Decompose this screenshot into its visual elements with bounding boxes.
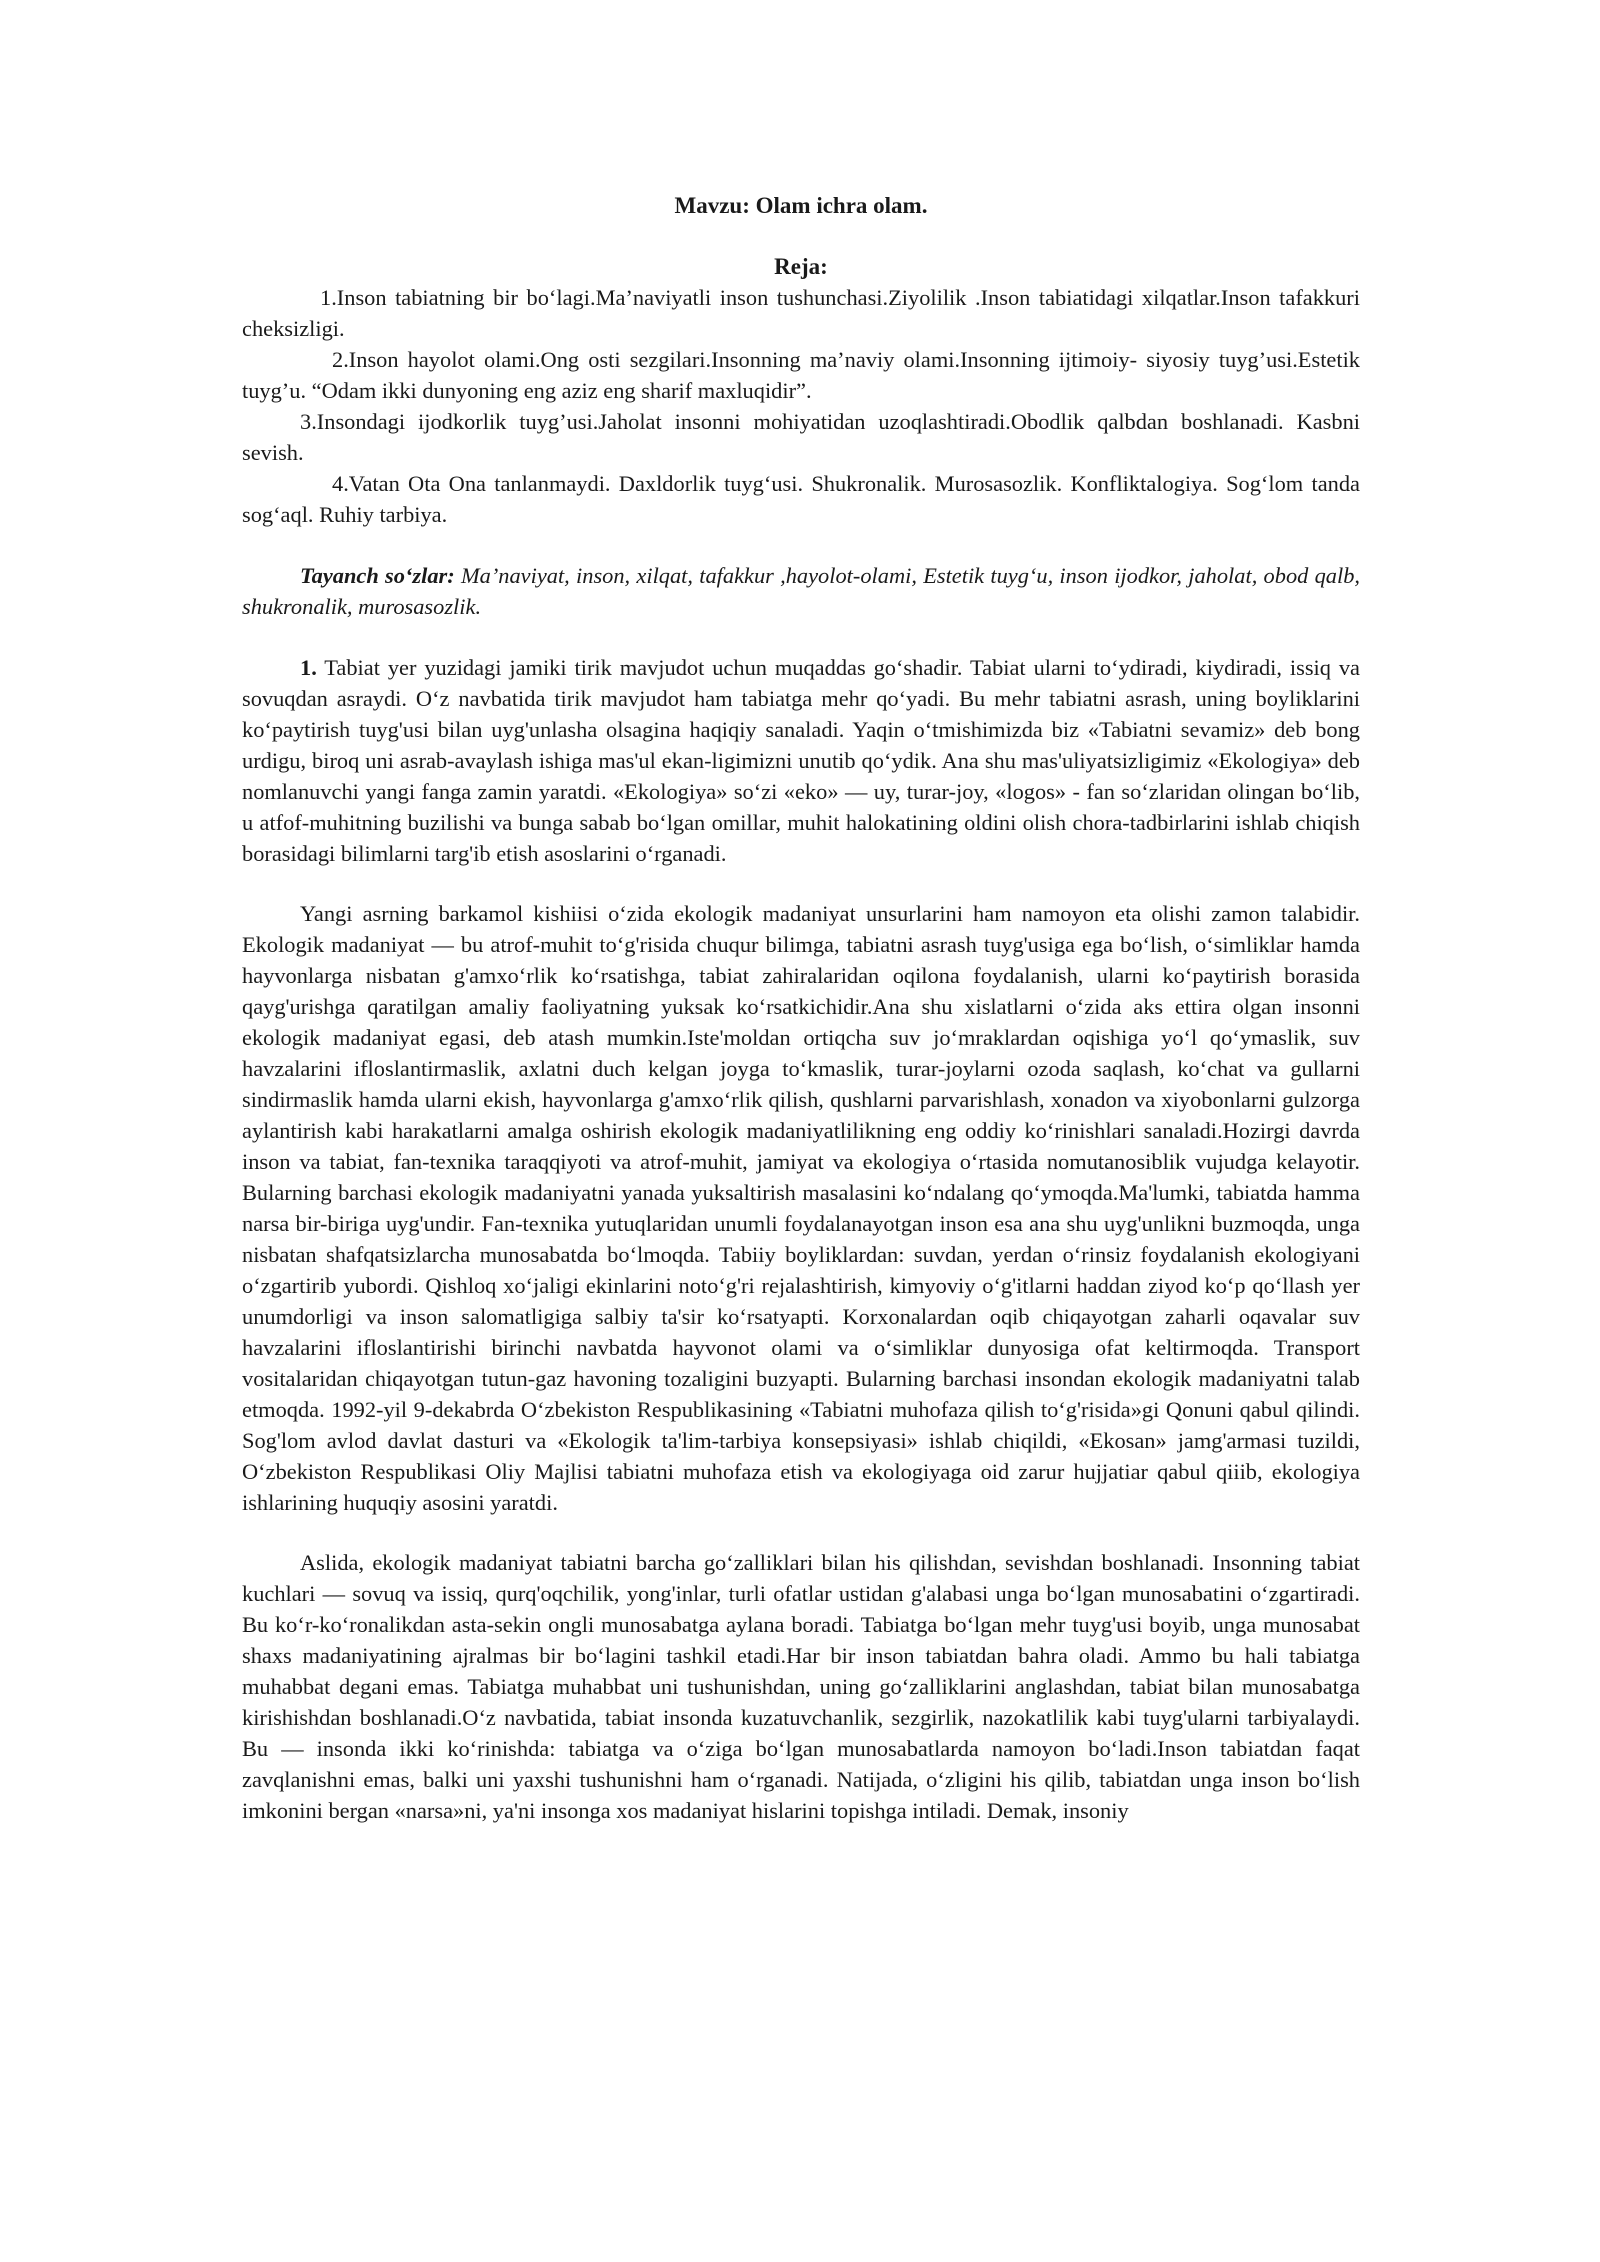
keywords-paragraph: [242, 560, 1360, 622]
body-paragraph-1-text: Tabiat yer yuzidagi jamiki tirik mavjudot uchun muqaddas go‘shadir. Tabiat ularni to‘ydiradi, kiydiradi, issiq va sovuqdan asraydi. O‘z navbatida tirik mavjudot ham tabiatga mehr qo‘yadi. Bu mehr tabiatni asrash, uning boyliklarini ko‘paytirish tuyg'usi bilan uyg'unlasha olsagina haqiqiy sanaladi. Yaqin o‘tmishimizda biz «Tabiatni sevamiz» deb bong urdigu, biroq uni asrab-avaylash ishiga mas'ul ekan-ligimizni unutib qo‘ydik. Ana shu mas'uliyatsizligimiz «Ekologiya» deb nomlanuvchi yangi fanga zamin yaratdi. «Ekologiya» so‘zi «eko» — uy, turar-joy, «logos» - fan so‘zlaridan olingan bo‘lib, u atfof-muhitning buzilishi va bunga sabab bo‘lgan omillar, muhit halokatining oldini olish chora-tadbirlarini ishlab chiqish borasidagi bilimlarni targ'ib etish asoslarini o‘rganadi.: [242, 655, 1360, 866]
keywords-text: Ma’naviyat, inson, xilqat, tafakkur ,hayolot-olami, Estetik tuyg‘u, inson ijodkor, jaholat, obod qalb, shukronalik, murosasozlik.: [242, 563, 1360, 619]
plan-item-4: 4.Vatan Ota Ona tanlanmaydi. Daxldorlik tuyg‘usi. Shukronalik. Murosasozlik. Konfliktalogiya. Sog‘lom tanda sog‘aql. Ruhiy tarbiya.: [242, 471, 1360, 527]
plan-list: [242, 282, 1360, 530]
plan-item-3: 3.Insondagi ijodkorlik tuyg’usi.Jaholat insonni mohiyatidan uzoqlashtiradi.Obodlik qalbdan boshlanadi. Kasbni sevish.: [242, 409, 1360, 465]
plan-heading: Reja:: [774, 254, 828, 279]
body-paragraph-1: [242, 652, 1360, 869]
document-title: Mavzu: Olam ichra olam.: [674, 193, 928, 218]
keywords-label: Tayanch so‘zlar:: [300, 563, 455, 588]
body-paragraph-3: Aslida, ekologik madaniyat tabiatni barcha go‘zalliklari bilan his qilishdan, sevishdan boshlanadi. Insonning tabiat kuchlari — sovuq va issiq, qurq'oqchilik, yong'inlar, turli ofatlar ustidan g'alabasi unga bo‘lgan munosabatini o‘zgartiradi. Bu ko‘r-ko‘ronalikdan asta-sekin ongli munosabatga aylana boradi. Tabiatga bo‘lgan mehr tuyg'usi boyib, unga munosabat shaxs madaniyatining ajralmas bir bo‘lagini tashkil etadi.Har bir inson tabiatdan bahra oladi. Ammo bu hali tabiatga muhabbat degani emas. Tabiatga muhabbat uni tushunishdan, uning go‘zalliklarini anglashdan, tabiat bilan munosabatga kirishishdan boshlanadi.O‘z navbatida, tabiat insonda kuzatuvchanlik, sezgirlik, nazokatlilik kabi tuyg'ularni tarbiyalaydi. Bu — insonda ikki ko‘rinishda: tabiatga va o‘ziga bo‘lgan munosabatlarda namoyon bo‘ladi.Inson tabiatdan faqat zavqlanishni emas, balki uni yaxshi tushunishni ham o‘rganadi. Natijada, o‘zligini his qilib, tabiatdan unga inson bo‘lish imkonini bergan «narsa»ni, ya'ni insonga xos madaniyat hislarini topishga intiladi. Demak, insoniy: [242, 1550, 1360, 1823]
plan-item-1: 1.Inson tabiatning bir bo‘lagi.Ma’naviyatli inson tushunchasi.Ziyolilik .Inson tabiatidagi xilqatlar.Inson tafakkuri cheksizligi.: [242, 285, 1360, 341]
body-paragraph-2: Yangi asrning barkamol kishiisi o‘zida ekologik madaniyat unsurlarini ham namoyon eta olishi zamon talabidir. Ekologik madaniyat — bu atrof-muhit to‘g'risida chuqur bilimga, tabiatni asrash tuyg'usiga ega bo‘lish, o‘simliklar hamda hayvonlarga nisbatan g'amxo‘rlik ko‘rsatishga, tabiat zahiralaridan oqilona foydalanish, ularni ko‘paytirish borasida qayg'urishga qaratilgan amaliy faoliyatning yuksak ko‘rsatkichidir.Ana shu xislatlarni o‘zida aks ettira olgan insonni ekologik madaniyat egasi, deb atash mumkin.Iste'moldan ortiqcha suv jo‘mraklardan oqishiga yo‘l qo‘ymaslik, suv havzalarini ifloslantirmaslik, axlatni duch kelgan joyga to‘kmaslik, turar-joylarni ozoda saqlash, ko‘chat va gullarni sindirmaslik hamda ularni ekish, hayvonlarga g'amxo‘rlik qilish, qushlarni parvarishlash, xonadon va xiyobonlarni gulzorga aylantirish kabi harakatlarni amalga oshirish ekologik madaniyatlilikning eng oddiy ko‘rinishlari sanaladi.Hozirgi davrda inson va tabiat, fan-texnika taraqqiyoti va atrof-muhit, jamiyat va ekologiya o‘rtasida nomutanosiblik vujudga kelayotir. Bularning barchasi ekologik madaniyatni yanada yuksaltirish masalasini ko‘ndalang qo‘ymoqda.Ma'lumki, tabiatda hamma narsa bir-biriga uyg'undir. Fan-texnika yutuqlaridan unumli foydalanayotgan inson esa ana shu uyg'unlikni buzmoqda, unga nisbatan shafqatsizlarcha munosabatda bo‘lmoqda. Tabiiy boyliklardan: suvdan, yerdan o‘rinsiz foydalanish ekologiyani o‘zgartirib yubordi. Qishloq xo‘jaligi ekinlarini noto‘g'ri rejalashtirish, kimyoviy o‘g'itlarni haddan ziyod ko‘p qo‘llash yer unumdorligi va inson salomatligiga salbiy ta'sir ko‘rsatyapti. Korxonalardan oqib chiqayotgan zaharli oqavalar suv havzalarini ifloslantirishi birinchi navbatda hayvonot olami va o‘simliklar dunyosiga ofat keltirmoqda. Transport vositalaridan chiqayotgan tutun-gaz havoning tozaligini buzyapti. Bularning barchasi insondan ekologik madaniyatni talab etmoqda. 1992-yil 9-dekabrda O‘zbekiston Respublikasining «Tabiatni muhofaza qilish to‘g'risida»gi Qonuni qabul qilindi. Sog'lom avlod davlat dasturi va «Ekologik ta'lim-tarbiya konsepsiyasi» ishlab chiqildi, «Ekosan» jamg'armasi tuzildi, O‘zbekiston Respublikasi Oliy Majlisi tabiatni muhofaza etish va ekologiyaga oid zarur hujjatiar qabul qiiib, ekologiya ishlarining huquqiy asosini yaratdi.: [242, 901, 1360, 1515]
plan-item-2: 2.Inson hayolot olami.Ong osti sezgilari.Insonning ma’naviy olami.Insonning ijtimoiy- siyosiy tuyg’usi.Estetik tuyg’u. “Odam ikki dunyoning eng aziz eng sharif maxluqidir”.: [242, 347, 1360, 403]
section-number: 1.: [300, 655, 317, 680]
